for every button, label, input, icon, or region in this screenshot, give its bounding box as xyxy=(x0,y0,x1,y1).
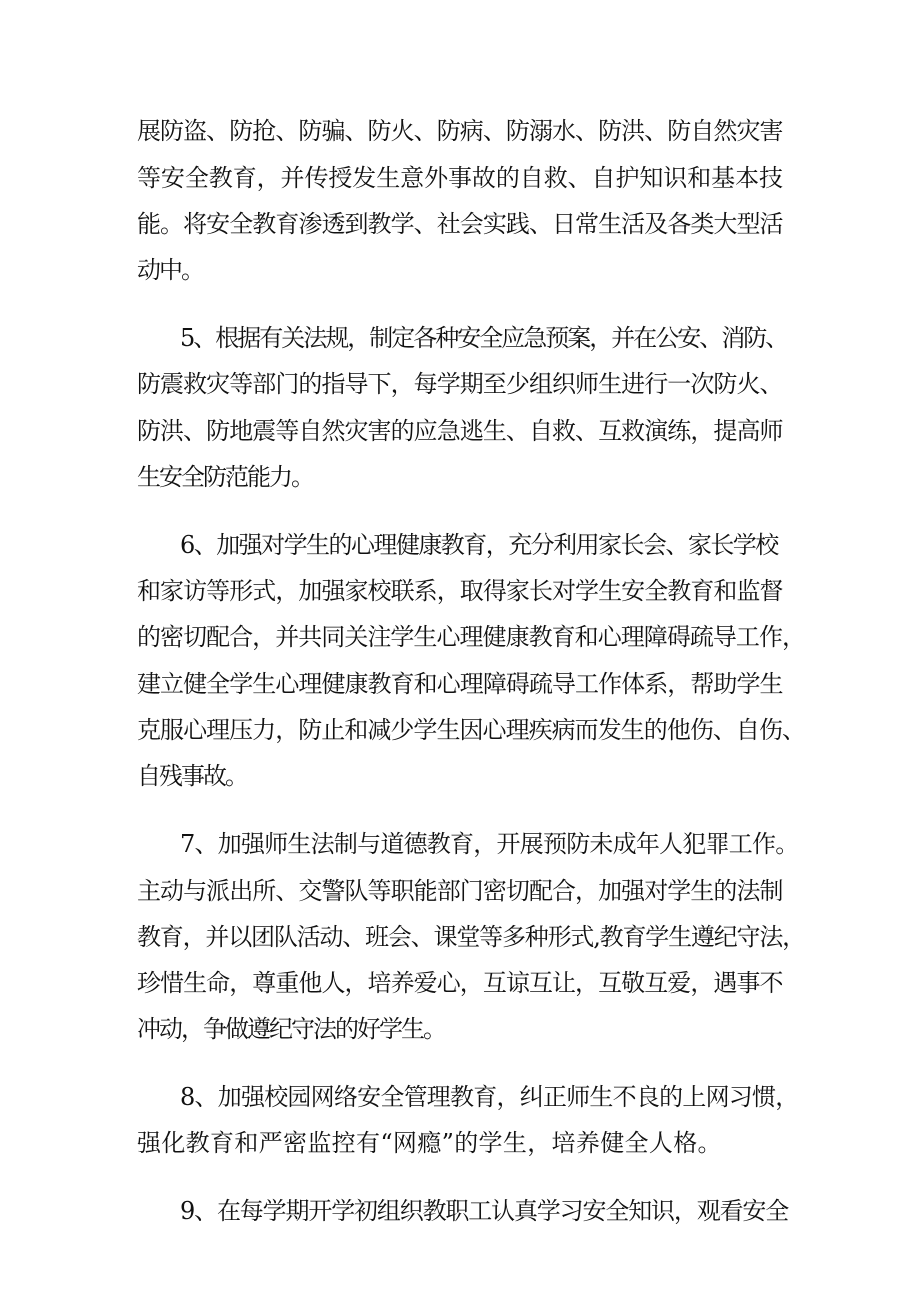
text-line: 自残事故。 xyxy=(137,762,247,790)
text-line: 防洪、防地震等自然灾害的应急逃生、自救、互救演练，提高师 xyxy=(137,417,783,445)
text-line: 和家访等形式，加强家校联系，取得家长对学生安全教育和监督 xyxy=(137,577,783,605)
text-line: 珍惜生命，尊重他人，培养爱心，互谅互让，互敬互爱，遇事不 xyxy=(137,969,783,997)
text-line: 6、加强对学生的心理健康教育，充分利用家长会、家长学校 xyxy=(180,531,778,559)
text-line: 克服心理压力，防止和减少学生因心理疾病而发生的他伤、自伤、 xyxy=(137,716,806,744)
text-line: 防震救灾等部门的指导下，每学期至少组织师生进行一次防火、 xyxy=(137,370,783,398)
text-line: 主动与派出所、交警队等职能部门密切配合，加强对学生的法制 xyxy=(137,877,783,905)
text-line: 8、加强校园网络安全管理教育，纠正师生不良的上网习惯， xyxy=(180,1083,799,1111)
text-line: 7、加强师生法制与道德教育，开展预防未成年人犯罪工作。 xyxy=(180,830,799,858)
text-line: 动中。 xyxy=(137,256,203,284)
text-line: 展防盗、防抢、防骗、防火、防病、防溺水、防洪、防自然灾害 xyxy=(137,117,783,145)
text-line: 等安全教育，并传授发生意外事故的自救、自护知识和基本技 xyxy=(137,164,783,192)
text-line: 建立健全学生心理健康教育和心理障碍疏导工作体系，帮助学生 xyxy=(137,670,783,698)
text-line: 生安全防范能力。 xyxy=(137,463,313,491)
text-line: 能。将安全教育渗透到教学、社会实践、日常生活及各类大型活 xyxy=(137,210,783,238)
text-line: 9、在每学期开学初组织教职工认真学习安全知识，观看安全 xyxy=(180,1197,789,1225)
text-line: 5、根据有关法规，制定各种安全应急预案，并在公安、消防、 xyxy=(180,324,788,352)
text-line: 强化教育和严密监控有“网瘾”的学生，培养健全人格。 xyxy=(137,1129,722,1157)
text-line: 冲动，争做遵纪守法的好学生。 xyxy=(137,1015,445,1043)
text-line: 的密切配合，并共同关注学生心理健康教育和心理障碍疏导工作， xyxy=(137,623,806,651)
text-line: 教育，并以团队活动、班会、课堂等多种形式,教育学生遵纪守法， xyxy=(137,923,805,951)
